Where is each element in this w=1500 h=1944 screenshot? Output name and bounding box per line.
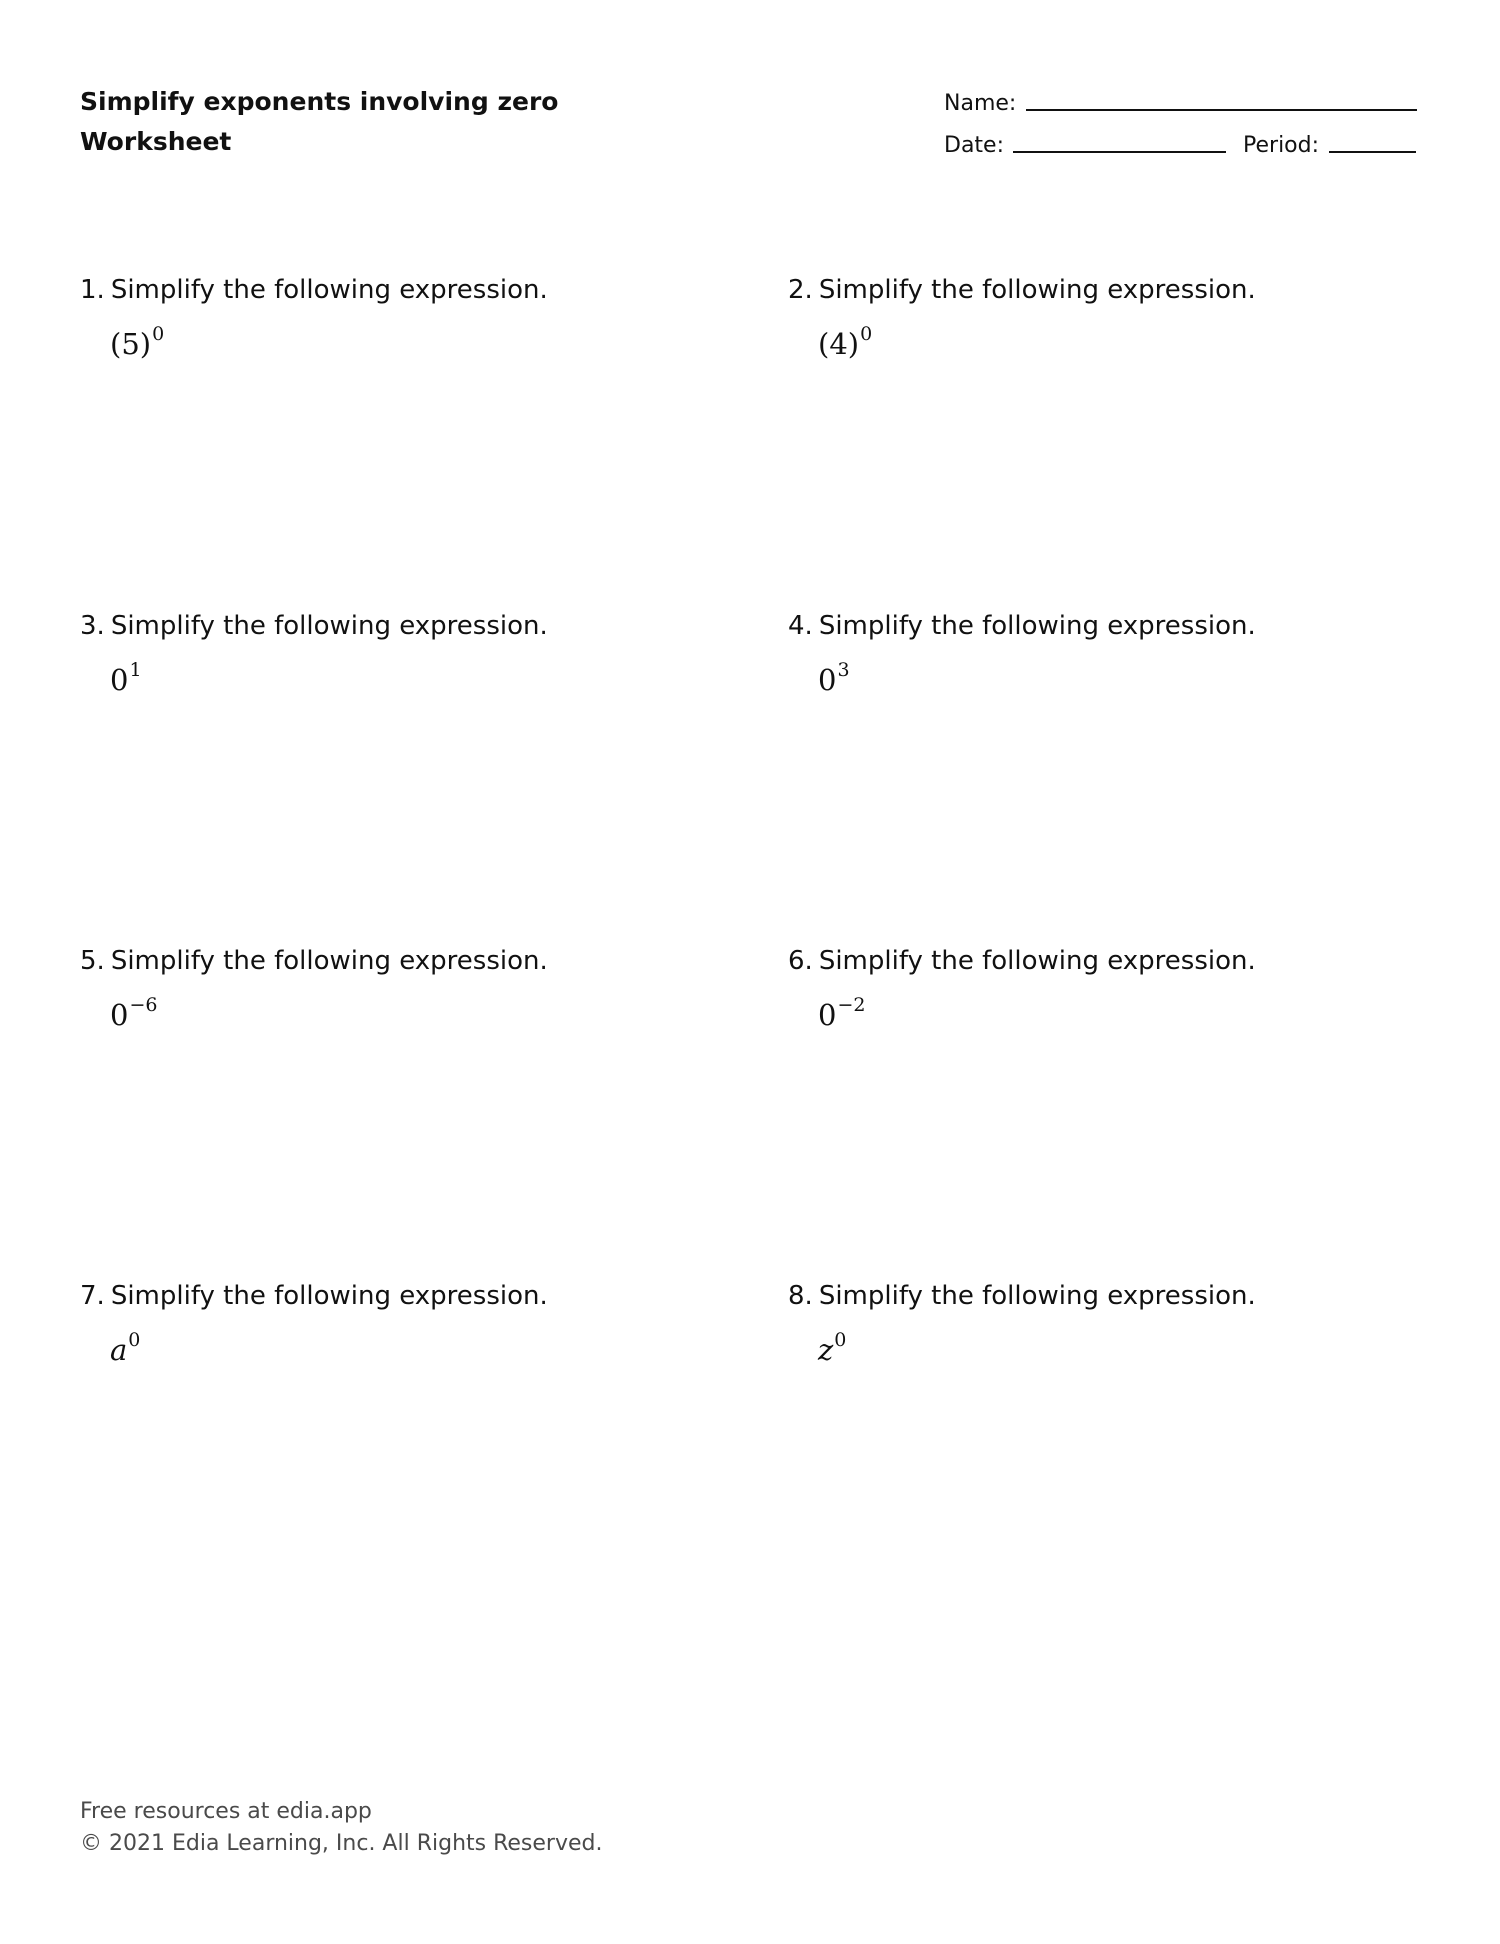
expression-exponent: 0 (128, 1329, 141, 1352)
expression-exponent: 1 (129, 659, 142, 682)
problem-number: 8. (788, 1281, 813, 1311)
period-blank-line[interactable] (1329, 151, 1416, 153)
problem-prompt (80, 610, 720, 642)
expression-exponent: −2 (837, 994, 866, 1017)
expression-base: 0 (818, 663, 837, 697)
name-blank-line[interactable] (1026, 109, 1417, 111)
problem-1 (80, 274, 720, 362)
expression-base: z (818, 1333, 834, 1367)
expression-base: 0 (818, 998, 837, 1032)
problem-prompt (788, 610, 1428, 642)
expression-exponent: −6 (129, 994, 158, 1017)
expression-base: 0 (110, 663, 129, 697)
math-expression (818, 659, 1428, 698)
problem-instruction: Simplify the following expression. (110, 611, 548, 641)
period-label: Period: (1243, 133, 1320, 158)
problem-number: 5. (80, 946, 105, 976)
math-expression (110, 994, 720, 1033)
footer-resources-text: Free resources at edia.app (80, 1799, 372, 1824)
problem-instruction: Simplify the following expression. (818, 1281, 1256, 1311)
problem-number: 2. (788, 275, 813, 305)
problem-number: 3. (80, 611, 105, 641)
expression-base: (4) (818, 327, 860, 361)
math-expression (818, 994, 1428, 1033)
expression-base: (5) (110, 327, 152, 361)
problem-prompt (80, 945, 720, 977)
problem-6 (788, 945, 1428, 1033)
problem-7 (80, 1280, 720, 1368)
problem-4 (788, 610, 1428, 698)
worksheet-title: Simplify exponents involving zero (80, 87, 559, 116)
problem-instruction: Simplify the following expression. (818, 275, 1256, 305)
worksheet-title-block (80, 82, 558, 162)
footer (80, 1796, 602, 1860)
problem-instruction: Simplify the following expression. (818, 611, 1256, 641)
expression-exponent: 3 (837, 659, 850, 682)
math-expression (818, 323, 1428, 362)
expression-exponent: 0 (834, 1329, 847, 1352)
problem-prompt (788, 274, 1428, 306)
problem-number: 1. (80, 275, 105, 305)
problem-8 (788, 1280, 1428, 1368)
problem-prompt (788, 1280, 1428, 1312)
date-blank-line[interactable] (1013, 151, 1226, 153)
problem-5 (80, 945, 720, 1033)
problem-prompt (80, 274, 720, 306)
problem-number: 4. (788, 611, 813, 641)
date-label: Date: (944, 133, 1004, 158)
name-label: Name: (944, 91, 1017, 116)
math-expression (818, 1329, 1428, 1368)
footer-copyright-text: © 2021 Edia Learning, Inc. All Rights Reserved. (80, 1831, 603, 1856)
expression-base: a (110, 1333, 128, 1367)
problem-instruction: Simplify the following expression. (110, 275, 548, 305)
worksheet-subtitle: Worksheet (80, 127, 232, 156)
expression-exponent: 0 (860, 323, 873, 346)
problem-3 (80, 610, 720, 698)
problem-number: 7. (80, 1281, 105, 1311)
expression-exponent: 0 (152, 323, 165, 346)
problem-2 (788, 274, 1428, 362)
problem-prompt (80, 1280, 720, 1312)
problem-instruction: Simplify the following expression. (818, 946, 1256, 976)
math-expression (110, 323, 720, 362)
math-expression (110, 1329, 720, 1368)
problem-number: 6. (788, 946, 813, 976)
expression-base: 0 (110, 998, 129, 1032)
problem-instruction: Simplify the following expression. (110, 1281, 548, 1311)
problem-prompt (788, 945, 1428, 977)
problem-instruction: Simplify the following expression. (110, 946, 548, 976)
math-expression (110, 659, 720, 698)
